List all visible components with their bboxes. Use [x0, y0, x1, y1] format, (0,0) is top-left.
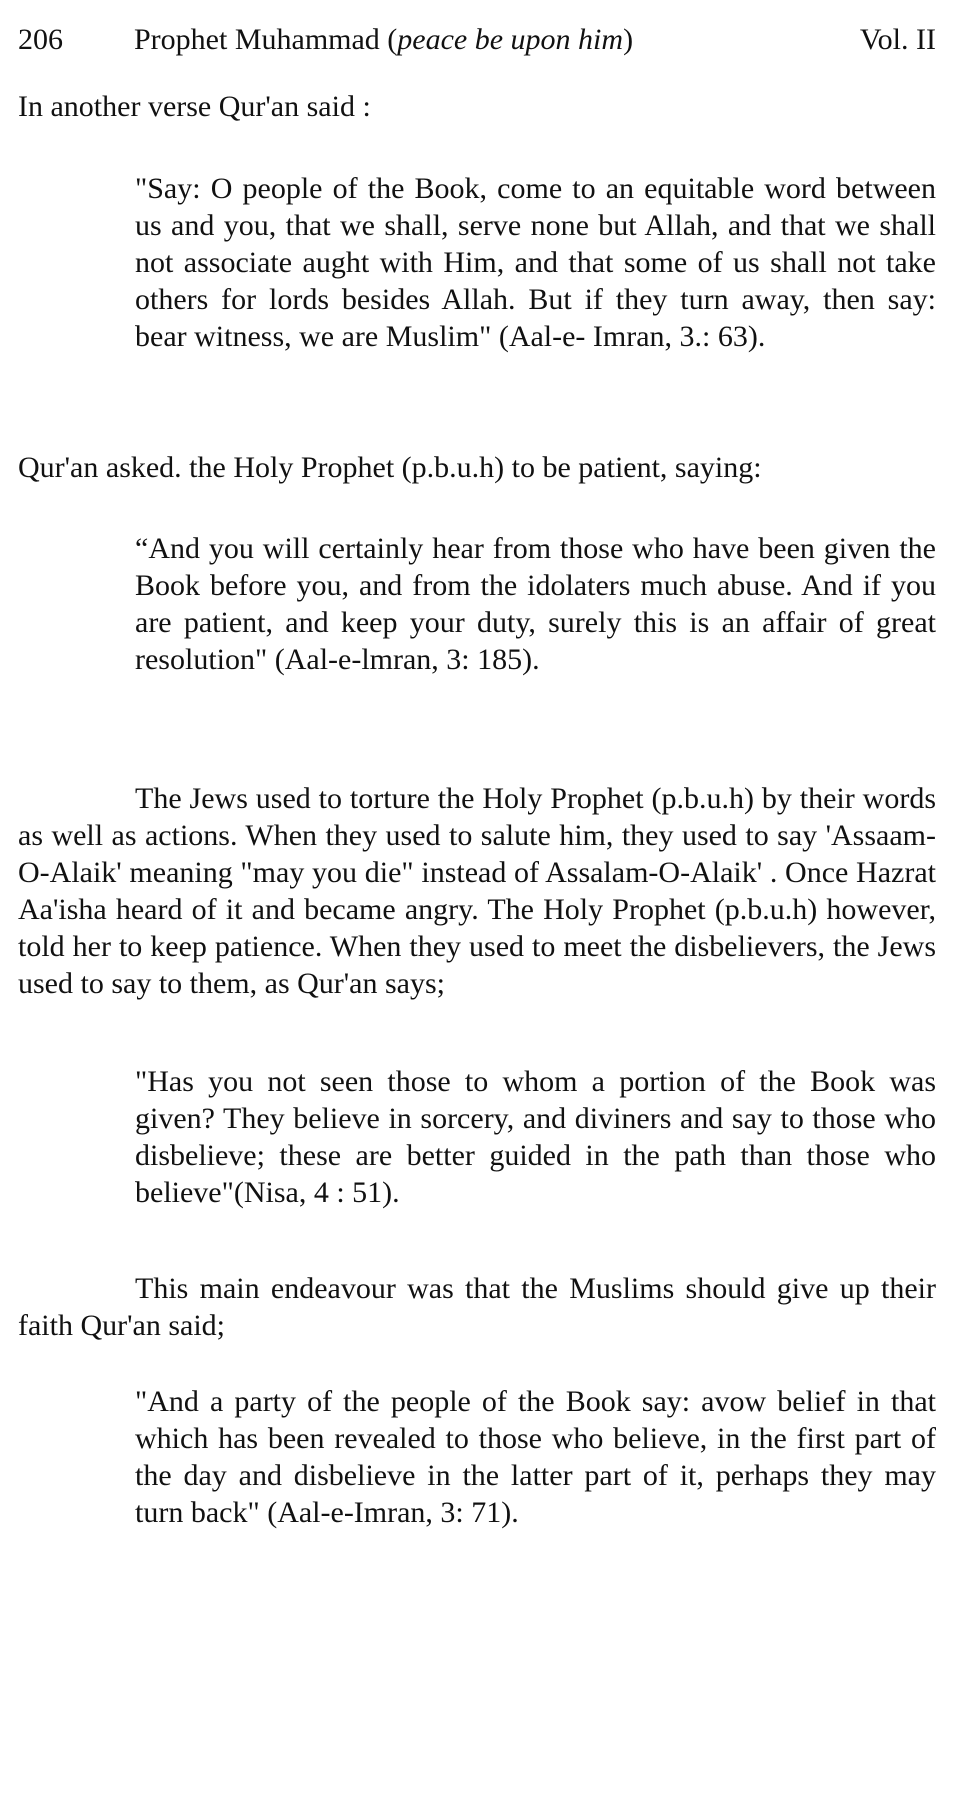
running-header	[18, 20, 936, 60]
paragraph-intro-verse: In another verse Qur'an said :	[18, 90, 371, 123]
quote-portion-of-book: "Has you not seen those to whom a portion of the Book was given? They believe in sorcery, and diviners and say to those who disbelieve; these are better guided in the path than those who believe"(Nisa, 4 : 51).	[135, 1065, 936, 1209]
book-title-italic: peace be upon him	[397, 23, 624, 56]
paragraph-endeavour: This main endeavour was that the Muslims should give up their faith Qur'an said;	[18, 1272, 936, 1342]
quote-equitable-word: "Say: O people of the Book, come to an equitable word between us and you, that we shall, serve none but Allah, and that we shall not associate aught with Him, and that some of us shall not take others for lords besides Allah. But if they turn away, then say: bear witness, we are Muslim" (Aal-e- Imran, 3.: 63).	[135, 172, 936, 353]
quote-hear-abuse: “And you will certainly hear from those who have been given the Book before you, and from the idolaters much abuse. And if you are patient, and keep your duty, surely this is an affair of great resolution" (Aal-e-lmran, 3: 185).	[135, 532, 936, 676]
volume-label: Vol. II	[859, 23, 936, 56]
paragraph-jews-torture: The Jews used to torture the Holy Prophet (p.b.u.h) by their words as well as actions. When they used to salute him, they used to say 'Assaam-O-Alaik' meaning "may you die" instead of Assalam-O-Alaik' . Once Hazrat Aa'isha heard of it and became angry. The Holy Prophet (p.b.u.h) however, told her to keep patience. When they used to meet the disbelievers, the Jews used to say to them, as Qur'an says;	[18, 782, 936, 1000]
quote-party-of-people: "And a party of the people of the Book say: avow belief in that which has been revealed to those who believe, in the first part of the day and disbelieve in the latter part of it, perhaps they may turn back" (Aal-e-Imran, 3: 71).	[135, 1385, 936, 1529]
paragraph-patience: Qur'an asked. the Holy Prophet (p.b.u.h) to be patient, saying:	[18, 451, 762, 484]
book-title-main: Prophet Muhammad (	[134, 23, 398, 56]
page-number: 206	[18, 23, 63, 56]
book-title	[134, 20, 633, 60]
book-title-end: )	[623, 23, 634, 56]
